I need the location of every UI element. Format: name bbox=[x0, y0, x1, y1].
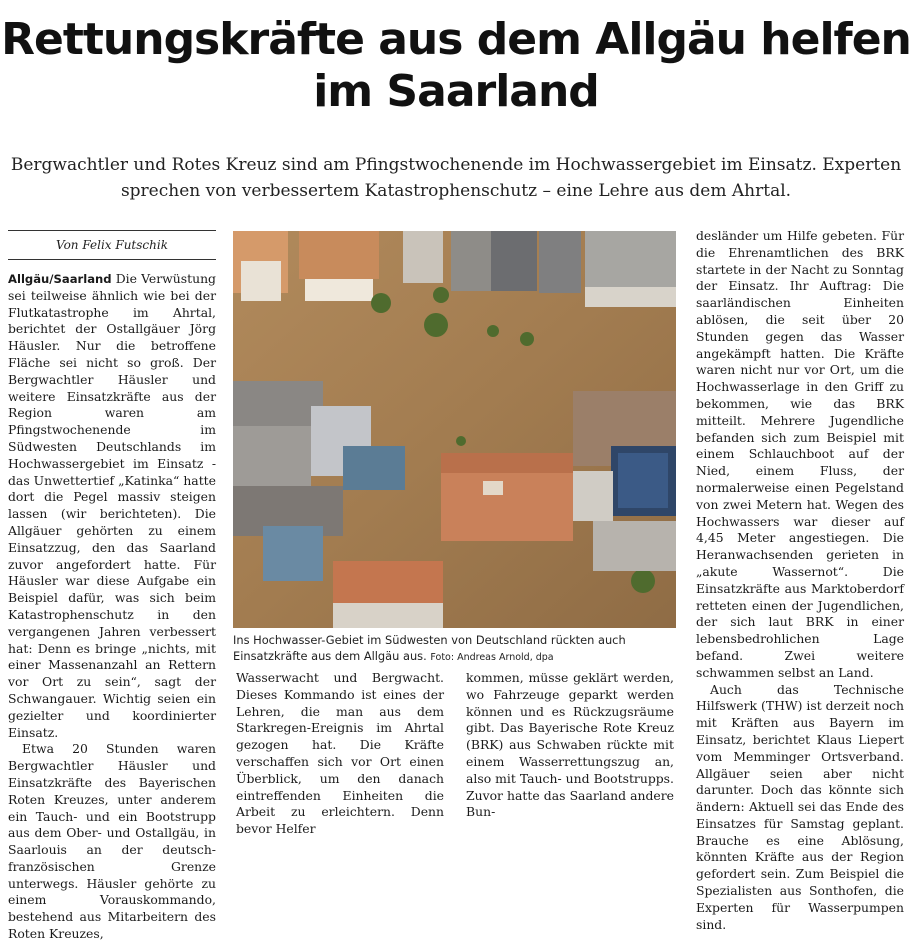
byline-top-rule bbox=[8, 230, 216, 231]
paragraph: Etwa 20 Stunden waren Bergwachtler Häusler und Einsatzkräfte des Bayerischen Roten Kreuzes, unter anderem ein Tauch- und ein Bootstrupp aus dem Ober- und Ostallgäu, in Saarlouis an der deutsch-französischen Grenze unterwegs. Häusler gehörte zu einem Vorauskommando, bestehend aus Mitarbeitern des Roten Kreuzes, bbox=[8, 741, 216, 942]
house-bottom bbox=[333, 561, 443, 628]
paragraph: desländer um Hilfe gebeten. Für die Ehrenamtlichen des BRK startete in der Nacht zu Sonntag der Einsatz. Ihr Auftrag: Die saarländischen Einheiten ablösen, die seit über 20 Stunden gegen das Wasser angekämpft hatten. Die Kräfte waren nicht nur vor Ort, um die Hochwasserlage in den Griff zu bekommen, wie das BRK mitteilt. Mehrere Jugendliche befanden sich zum Beispiel mit einem Schlauchboot auf der Nied, einem Fluss, der normalerweise einen Pegelstand von zwei Metern hat. Wegen des Hochwassers war dieser auf 4,45 Meter angestiegen. Die Heranwachsenden gerieten in „akute Wassernot“. Die Einsatzkräfte aus Marktoberdorf retteten einen der Jugendlichen, der sich laut BRK in einer lebensbedrohlichen Lage befand. Zwei weitere schwammen selbst an Land. bbox=[696, 228, 904, 680]
text-column-1 bbox=[8, 271, 216, 943]
text-column-4 bbox=[696, 228, 904, 933]
text-column-2 bbox=[236, 670, 444, 838]
paragraph-text: Die Verwüstung sei teilweise ähnlich wie bei der Flutkatastrophe im Ahrtal, berichtet der Ostallgäuer Jörg Häusler. Nur die betroffene Fläche sei nicht so groß. Der Bergwachtler Häusler und weitere Einsatzkräfte aus der Region waren am Pfingstwochenende im Südwesten Deutschlands im Hochwassergebiet im Einsatz - das Unwettertief „Katinka“ hatte dort die Pegel massiv steigen lassen (wir berichteten). Die Allgäuer gehörten zu einem Einsatzzug, den das Saarland zuvor angefordert hatte. Für Häusler war diese Aufgabe ein Beispiel dafür, was sich beim Katastrophenschutz in den vergangenen Jahren verbessert hat: Denn es bringe „nichts, mit einer Massenanzahl an Rettern vor Ort zu sein“, sagt der Schwangauer. Wichtig seien ein gezielter und koordinierter Einsatz. bbox=[8, 271, 216, 740]
paragraph: Auch das Technische Hilfswerk (THW) ist derzeit noch mit Kräften aus Bayern im Einsatz, berichtet Klaus Liepert vom Memminger Ortsverband. Allgäuer seien aber nicht darunter. Doch das könnte sich ändern: Aktuell sei das Ende des Einsatzes für Samstag geplant. Brauche es eine Ablösung, könnten Kräfte aus der Region gefordert sein. Zum Beispiel die Spezialisten aus Sonthofen, die Experten für Wasserpumpen sind. bbox=[696, 681, 904, 932]
paragraph: kommen, müsse geklärt werden, wo Fahrzeuge geparkt werden können und es Rückzugsräume gibt. Das Bayerische Rote Kreuz (BRK) aus Schwaben rückte mit einem Wasserrettungszug an, also mit Tauch- und Bootstrupps. Zuvor hatte das Saarland andere Bun- bbox=[466, 670, 674, 820]
caption-text: Ins Hochwasser-Gebiet im Südwesten von Deutschland rückten auch Einsatzkräfte aus dem Allgäu aus. bbox=[233, 633, 626, 663]
headline: Rettungskräfte aus dem Allgäu helfen im Saarland bbox=[1, 14, 911, 117]
byline: Von Felix Futschik bbox=[56, 238, 168, 252]
photo-caption bbox=[233, 632, 676, 666]
house-red-roof bbox=[441, 453, 573, 541]
dateline: Allgäu/Saarland bbox=[8, 272, 112, 286]
paragraph bbox=[8, 271, 216, 741]
text-column-3 bbox=[466, 670, 674, 821]
byline-bottom-rule bbox=[8, 259, 216, 260]
photo-credit: Foto: Andreas Arnold, dpa bbox=[430, 652, 554, 663]
flood-aerial-photo bbox=[233, 231, 676, 628]
subheadline: Bergwachtler und Rotes Kreuz sind am Pfingstwochenende im Hochwassergebiet im Einsatz. Experten sprechen von verbessertem Katastrophenschutz – eine Lehre aus dem Ahrtal. bbox=[10, 155, 902, 201]
flood-photo-illustration bbox=[233, 231, 676, 628]
paragraph: Wasserwacht und Bergwacht. Dieses Kommando ist eines der Lehren, die man aus dem Starkregen-Ereignis im Ahrtal gezogen hat. Die Kräfte verschaffen sich vor Ort einen Überblick, um den danach eintreffenden Einheiten die Arbeit zu erleichtern. Denn bevor Helfer bbox=[236, 670, 444, 837]
